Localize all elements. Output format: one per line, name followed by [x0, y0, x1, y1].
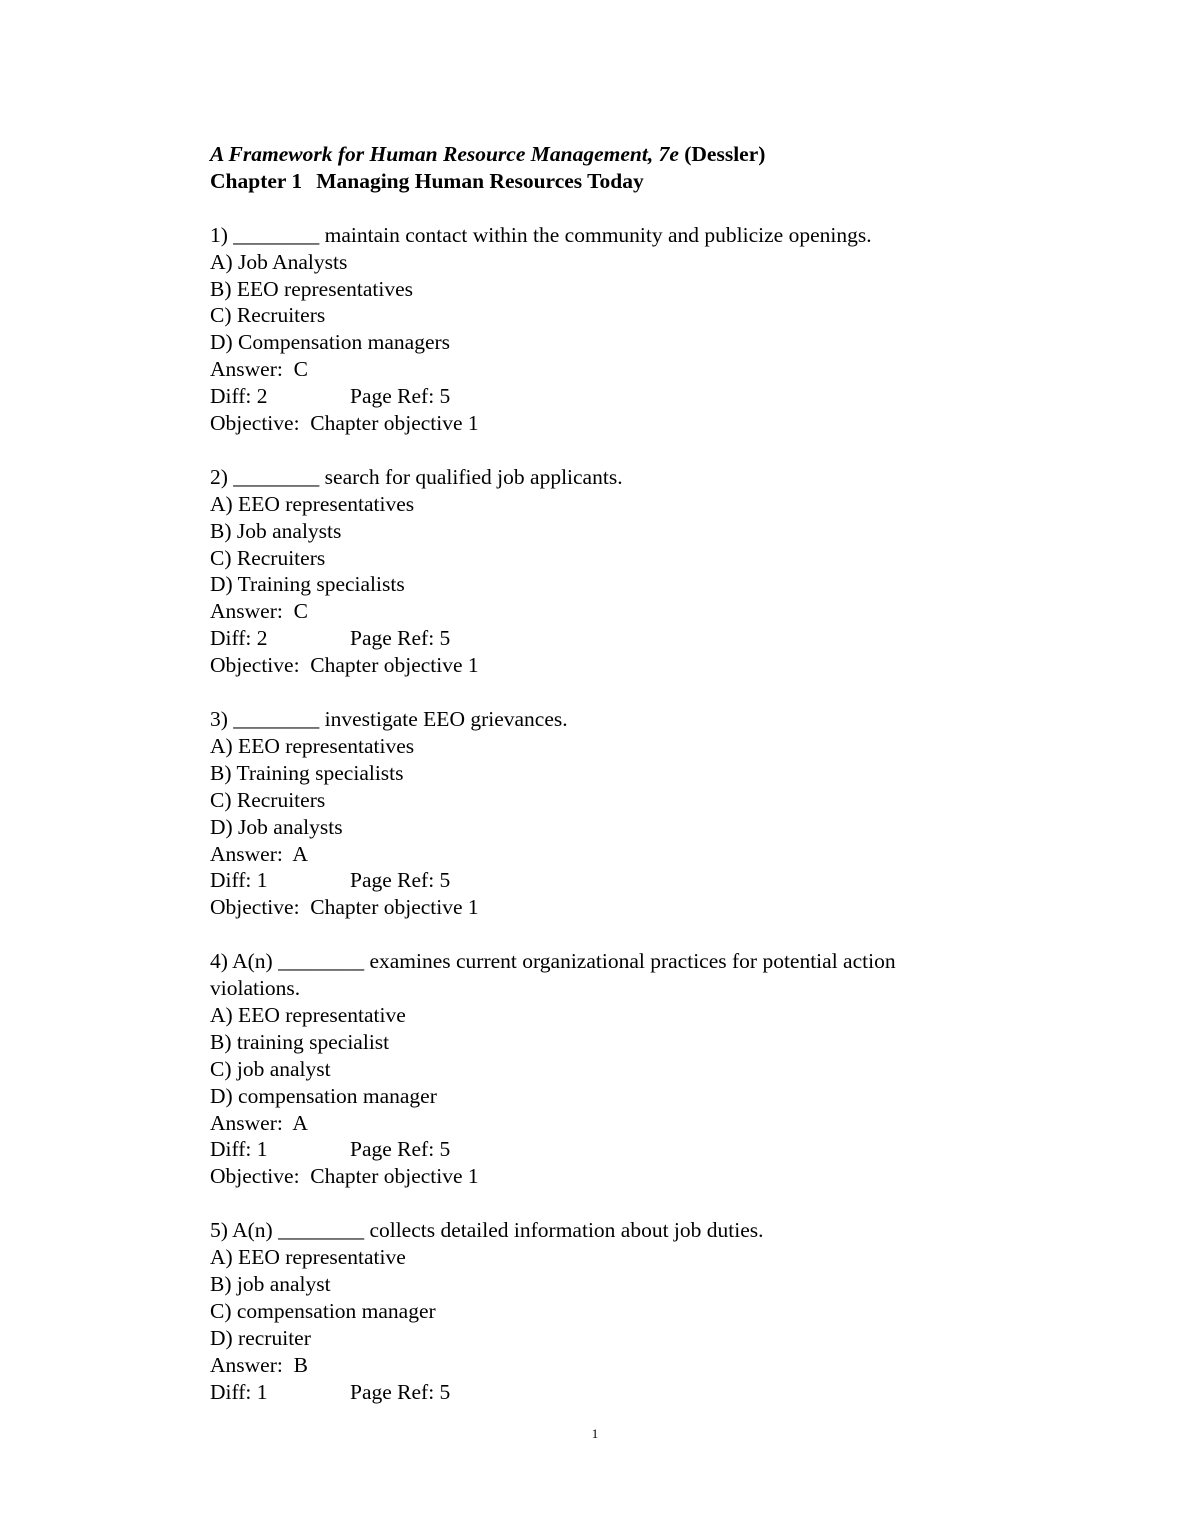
option-c: C) Recruiters — [210, 303, 326, 328]
meta-line — [210, 625, 1010, 652]
question-1 — [210, 222, 1010, 437]
objective: Objective: Chapter objective 1 — [210, 895, 479, 920]
page-ref: Page Ref: 5 — [350, 1379, 451, 1404]
question-stem: 1) ________ maintain contact within the community and publicize openings. — [210, 222, 872, 247]
question-stem: 5) A(n) ________ collects detailed information about job duties. — [210, 1218, 764, 1243]
option-c: C) compensation manager — [210, 1298, 436, 1323]
chapter-heading — [210, 168, 1010, 195]
difficulty: Diff: 2 — [210, 384, 268, 409]
difficulty: Diff: 1 — [210, 1137, 268, 1162]
objective: Objective: Chapter objective 1 — [210, 1164, 479, 1189]
page-number: 1 — [591, 1426, 599, 1441]
chapter-label: Chapter 1 — [210, 168, 303, 193]
meta-line — [210, 867, 1010, 894]
option-b: B) job analyst — [210, 1271, 331, 1296]
option-d: D) compensation manager — [210, 1083, 437, 1108]
option-a: A) EEO representatives — [210, 733, 415, 758]
document-content — [210, 141, 1010, 1406]
question-stem: 2) ________ search for qualified job applicants. — [210, 464, 623, 489]
difficulty: Diff: 1 — [210, 868, 268, 893]
book-title-line — [210, 141, 1010, 168]
meta-line — [210, 383, 1010, 410]
question-5 — [210, 1217, 1010, 1405]
meta-line — [210, 1136, 1010, 1163]
chapter-title: Managing Human Resources Today — [316, 168, 644, 193]
option-b: B) EEO representatives — [210, 276, 413, 301]
question-2 — [210, 464, 1010, 679]
answer: Answer: A — [210, 841, 308, 866]
option-a: A) Job Analysts — [210, 249, 348, 274]
option-c: C) Recruiters — [210, 545, 326, 570]
option-d: D) Job analysts — [210, 814, 343, 839]
title-block — [210, 141, 1010, 195]
objective: Objective: Chapter objective 1 — [210, 411, 479, 436]
option-c: C) Recruiters — [210, 787, 326, 812]
option-b: B) training specialist — [210, 1029, 390, 1054]
meta-line — [210, 1379, 1010, 1406]
option-d: D) recruiter — [210, 1325, 311, 1350]
question-stem: 4) A(n) ________ examines current organizational practices for potential action violations. — [210, 949, 896, 1001]
objective: Objective: Chapter objective 1 — [210, 653, 479, 678]
page-ref: Page Ref: 5 — [350, 1137, 451, 1162]
option-b: B) Training specialists — [210, 760, 404, 785]
answer: Answer: C — [210, 599, 308, 624]
answer: Answer: B — [210, 1352, 308, 1377]
option-a: A) EEO representative — [210, 1002, 406, 1027]
answer: Answer: C — [210, 357, 308, 382]
difficulty: Diff: 1 — [210, 1379, 268, 1404]
answer: Answer: A — [210, 1110, 308, 1135]
page-ref: Page Ref: 5 — [350, 384, 451, 409]
difficulty: Diff: 2 — [210, 626, 268, 651]
page-ref: Page Ref: 5 — [350, 626, 451, 651]
option-a: A) EEO representative — [210, 1245, 406, 1270]
book-author: (Dessler) — [684, 142, 766, 166]
page-ref: Page Ref: 5 — [350, 868, 451, 893]
option-d: D) Compensation managers — [210, 330, 451, 355]
option-a: A) EEO representatives — [210, 491, 415, 516]
question-3 — [210, 706, 1010, 921]
book-title: A Framework for Human Resource Management, 7e — [210, 142, 679, 166]
option-d: D) Training specialists — [210, 572, 405, 597]
question-4 — [210, 948, 1010, 1190]
question-stem: 3) ________ investigate EEO grievances. — [210, 706, 568, 731]
option-c: C) job analyst — [210, 1056, 331, 1081]
option-b: B) Job analysts — [210, 518, 342, 543]
